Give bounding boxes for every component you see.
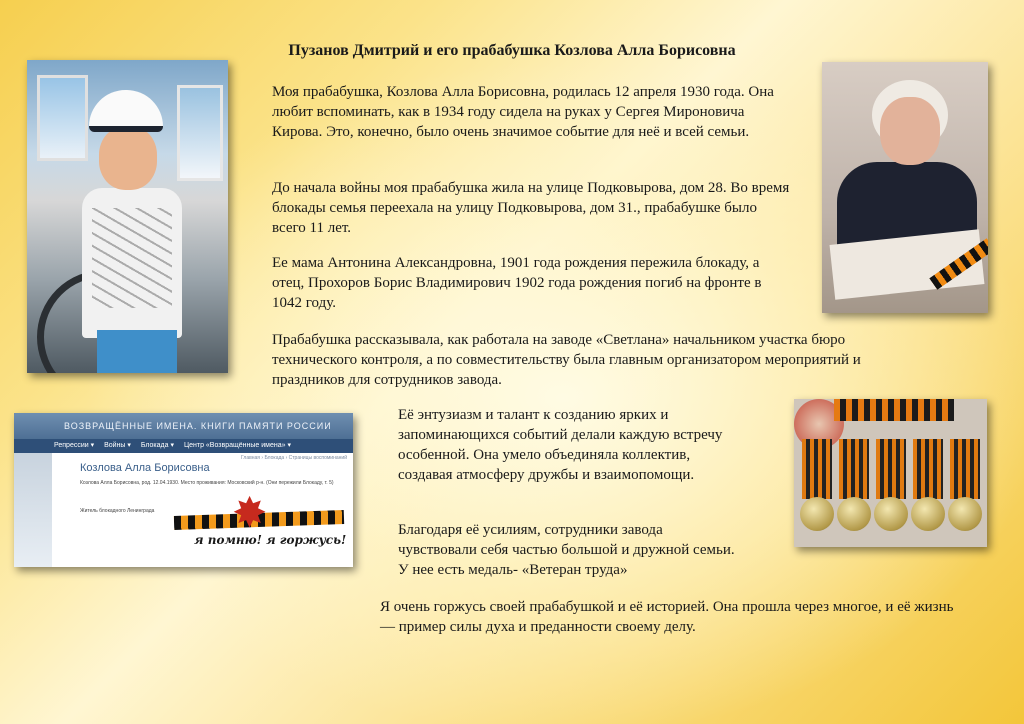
nav-item-wars: Войны ▾ bbox=[104, 442, 131, 449]
memory-book-screenshot bbox=[14, 413, 353, 567]
memory-book-header: ВОЗВРАЩЁННЫЕ ИМЕНА. КНИГИ ПАМЯТИ РОССИИ bbox=[14, 413, 353, 439]
paragraph-parents: Ее мама Антонина Александровна, 1901 года рождения пережила блокаду, а отец, Прохоров Борис Владимирович 1902 года рождения погиб на фронте в 1042 году. bbox=[272, 255, 762, 311]
grandmother-photo bbox=[822, 62, 988, 313]
slogan: я помню! я горжусь! bbox=[194, 533, 347, 547]
nav-item-center: Центр «Возвращённые имена» ▾ bbox=[183, 442, 291, 449]
paragraph-medal: Благодаря её усилиям, сотрудники завода чувствовали себя частью большой и дружной семьи. У нее есть медаль- «Ветеран труда» bbox=[398, 522, 735, 578]
memory-book-nav bbox=[14, 439, 353, 453]
paragraph-address: До начала войны моя прабабушка жила на улице Подковырова, дом 28. Во время блокады семья переехала на улицу Подковырова, дом 31., прабабушке было всего 11 лет. bbox=[272, 180, 790, 236]
medals-photo bbox=[794, 399, 987, 547]
nav-item-blockade: Блокада ▾ bbox=[140, 442, 174, 449]
boy-photo bbox=[27, 60, 228, 373]
paragraph-pride: Я очень горжусь своей прабабушкой и её историей. Она прошла через многое, и её жизнь — пример силы духа и преданности своему делу. bbox=[380, 599, 954, 635]
order-star-icon: ✸ bbox=[232, 491, 268, 537]
record-info: Козлова Алла Борисовна, род. 12.04.1930. Место проживания: Московский р-н. (Они пережили Блокаду, т. 5) bbox=[80, 480, 334, 486]
nav-item-repressions: Репрессии ▾ bbox=[54, 442, 95, 449]
record-resident: Житель блокадного Ленинграда bbox=[80, 508, 155, 514]
page-title: Пузанов Дмитрий и его прабабушка Козлова Алла Борисовна bbox=[288, 42, 736, 59]
paragraph-birth: Моя прабабушка, Козлова Алла Борисовна, родилась 12 апреля 1930 года. Она любит вспоминать, как в 1934 году сидела на руках у Сергея Мироновича Кирова. Это, конечно, было очень значимое событие для неё и всей семьи. bbox=[272, 84, 774, 140]
breadcrumb: Главная › Блокада › Страницы воспоминаний bbox=[240, 455, 347, 461]
paragraph-work: Прабабушка рассказывала, как работала на заводе «Светлана» начальником участка бюро технического контроля, а по совместительству была главным организатором мероприятий и праздников для сотрудников завода. bbox=[272, 332, 861, 388]
paragraph-enthusiasm: Её энтузиазм и талант к созданию ярких и запоминающихся событий делали каждую встречу особенной. Она умело объединяла коллектив, создавая атмосферу дружбы и взаимопомощи. bbox=[398, 407, 723, 483]
record-name: Козлова Алла Борисовна bbox=[80, 462, 210, 474]
